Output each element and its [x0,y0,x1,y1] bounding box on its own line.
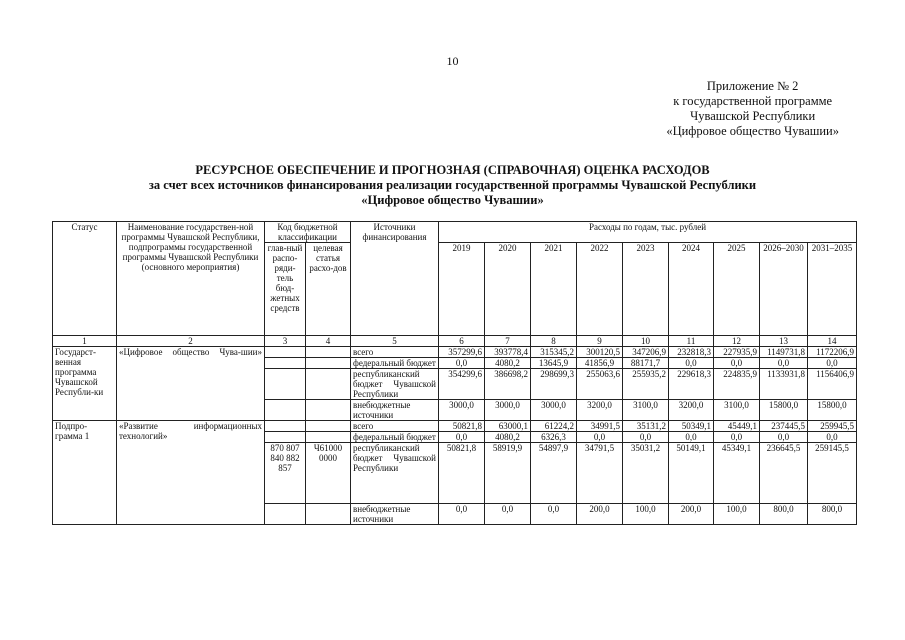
title-line: за счет всех источников финансирования реализации государственной программы Чувашской Республики [148,178,757,192]
value-cell: 4080,2 [485,432,531,443]
source-cell: республиканский бюджет Чувашской Республики [351,369,439,400]
value-cell: 229618,3 [669,369,714,400]
header-year: 2026–2030 [760,243,808,336]
value-cell: 34791,5 [577,443,623,504]
column-number: 3 [265,336,306,347]
value-cell: 34991,5 [577,421,623,432]
value-cell: 63000,1 [485,421,531,432]
value-cell: 3200,0 [669,400,714,421]
value-cell: 41856,9 [577,358,623,369]
title-line: РЕСУРСНОЕ ОБЕСПЕЧЕНИЕ И ПРОГНОЗНАЯ (СПРАВОЧНАЯ) ОЦЕНКА РАСХОДОВ [195,163,710,177]
value-cell: 393778,4 [485,347,531,358]
value-cell: 0,0 [669,358,714,369]
appendix-line: Чувашской Республики [690,109,816,123]
target-item-cell [306,358,351,369]
value-cell: 0,0 [531,504,577,525]
header-year: 2025 [714,243,760,336]
value-cell: 347206,9 [623,347,669,358]
value-cell: 259945,5 [808,421,857,432]
value-cell: 3100,0 [623,400,669,421]
value-cell: 0,0 [577,432,623,443]
header-year: 2031–2035 [808,243,857,336]
main-manager-cell [265,432,306,443]
header-year: 2021 [531,243,577,336]
value-cell: 50149,1 [669,443,714,504]
column-number: 5 [351,336,439,347]
main-manager-cell [265,400,306,421]
value-cell: 100,0 [623,504,669,525]
value-cell: 13645,9 [531,358,577,369]
appendix-line: Приложение № 2 [706,79,799,93]
value-cell: 88171,7 [623,358,669,369]
header-name: Наименование государствен-ной программы Чувашской Республики, подпрограммы государственной программы Чувашской Республики (основного мероприятия) [117,222,265,336]
value-cell: 0,0 [760,358,808,369]
header-main-manager: глав-ный распо-ряди-тель бюд-жетных средств [265,243,306,336]
value-cell: 3000,0 [485,400,531,421]
column-number: 14 [808,336,857,347]
value-cell: 0,0 [808,358,857,369]
value-cell: 259145,5 [808,443,857,504]
value-cell: 354299,6 [439,369,485,400]
column-number: 11 [669,336,714,347]
source-cell: всего [351,347,439,358]
value-cell: 0,0 [669,432,714,443]
value-cell: 1172206,9 [808,347,857,358]
header-expenses: Расходы по годам, тыс. рублей [439,222,857,243]
value-cell: 0,0 [439,358,485,369]
header-year: 2024 [669,243,714,336]
value-cell: 3100,0 [714,400,760,421]
value-cell: 0,0 [714,358,760,369]
appendix-line: к государственной программе [673,94,833,108]
header-row [53,222,857,243]
value-cell: 232818,3 [669,347,714,358]
column-number: 12 [714,336,760,347]
column-number: 13 [760,336,808,347]
value-cell: 61224,2 [531,421,577,432]
value-cell: 58919,9 [485,443,531,504]
value-cell: 200,0 [577,504,623,525]
value-cell: 237445,5 [760,421,808,432]
name-cell: «Цифровое общество Чува-шии» [117,347,265,421]
target-item-cell [306,347,351,358]
column-number: 7 [485,336,531,347]
value-cell: 357299,6 [439,347,485,358]
appendix-line: «Цифровое общество Чувашии» [666,124,839,138]
value-cell: 800,0 [808,504,857,525]
value-cell: 0,0 [623,432,669,443]
value-cell: 50821,8 [439,443,485,504]
value-cell: 0,0 [808,432,857,443]
value-cell: 35131,2 [623,421,669,432]
column-number: 1 [53,336,117,347]
header-sources: Источники финансирования [351,222,439,336]
column-number: 6 [439,336,485,347]
header-year: 2019 [439,243,485,336]
value-cell: 50821,8 [439,421,485,432]
value-cell: 0,0 [760,432,808,443]
resource-table [52,221,857,525]
value-cell: 255935,2 [623,369,669,400]
column-number: 4 [306,336,351,347]
main-manager-cell [265,421,306,432]
target-item-cell [306,504,351,525]
value-cell: 0,0 [439,432,485,443]
source-cell: республиканский бюджет Чувашской Республики [351,443,439,504]
header-year: 2022 [577,243,623,336]
target-item-cell [306,421,351,432]
document-title [0,163,905,208]
status-cell: Подпро-грамма 1 [53,421,117,525]
value-cell: 3000,0 [439,400,485,421]
source-cell: внебюджетные источники [351,400,439,421]
value-cell: 54897,9 [531,443,577,504]
column-number: 2 [117,336,265,347]
target-item-cell [306,369,351,400]
column-number: 8 [531,336,577,347]
status-cell: Государст-венная программа Чувашской Республи-ки [53,347,117,421]
value-cell: 45349,1 [714,443,760,504]
value-cell: 6326,3 [531,432,577,443]
table-row [53,347,857,358]
value-cell: 0,0 [485,504,531,525]
header-budget-code: Код бюджетной классификации [265,222,351,243]
header-year: 2023 [623,243,669,336]
value-cell: 100,0 [714,504,760,525]
value-cell: 300120,5 [577,347,623,358]
header-target-item: целевая статья расхо-дов [306,243,351,336]
source-cell: внебюджетные источники [351,504,439,525]
source-cell: федеральный бюджет [351,432,439,443]
value-cell: 15800,0 [760,400,808,421]
source-cell: федеральный бюджет [351,358,439,369]
title-line: «Цифровое общество Чувашии» [361,193,544,207]
value-cell: 227935,9 [714,347,760,358]
main-manager-cell [265,358,306,369]
value-cell: 315345,2 [531,347,577,358]
value-cell: 35031,2 [623,443,669,504]
value-cell: 800,0 [760,504,808,525]
value-cell: 3200,0 [577,400,623,421]
value-cell: 386698,2 [485,369,531,400]
column-number: 9 [577,336,623,347]
value-cell: 1156406,9 [808,369,857,400]
main-manager-cell [265,347,306,358]
value-cell: 45449,1 [714,421,760,432]
target-item-cell: Ч61000 0000 [306,443,351,504]
value-cell: 236645,5 [760,443,808,504]
value-cell: 15800,0 [808,400,857,421]
column-number-row [53,336,857,347]
value-cell: 50349,1 [669,421,714,432]
value-cell: 200,0 [669,504,714,525]
value-cell: 3000,0 [531,400,577,421]
appendix-block [666,79,839,139]
header-year: 2020 [485,243,531,336]
main-manager-cell: 870 807 840 882 857 [265,443,306,504]
value-cell: 0,0 [439,504,485,525]
main-manager-cell [265,369,306,400]
target-item-cell [306,432,351,443]
table-row [53,421,857,432]
target-item-cell [306,400,351,421]
header-status: Статус [53,222,117,336]
value-cell: 0,0 [714,432,760,443]
page-number: 10 [446,54,459,68]
value-cell: 224835,9 [714,369,760,400]
column-number: 10 [623,336,669,347]
value-cell: 1133931,8 [760,369,808,400]
source-cell: всего [351,421,439,432]
value-cell: 255063,6 [577,369,623,400]
value-cell: 4080,2 [485,358,531,369]
main-manager-cell [265,504,306,525]
value-cell: 1149731,8 [760,347,808,358]
name-cell: «Развитие информационных технологий» [117,421,265,525]
value-cell: 298699,3 [531,369,577,400]
